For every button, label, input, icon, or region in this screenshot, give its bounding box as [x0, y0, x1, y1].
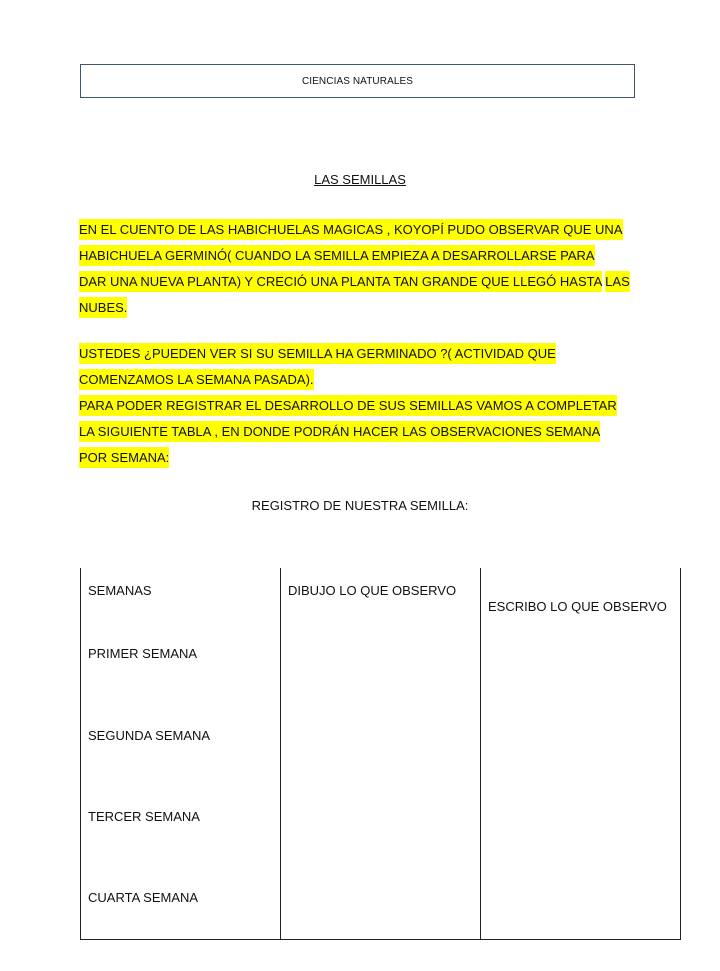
activity-line: PARA PODER REGISTRAR EL DESARROLLO DE SUS SEMILLAS VAMOS A COMPLETAR — [79, 393, 617, 419]
intro-line: DAR UNA NUEVA PLANTA) Y CRECIÓ UNA PLANTA TAN GRANDE QUE LLEGÓ HASTA LAS — [79, 269, 630, 295]
table-border-col1 — [280, 568, 281, 940]
page-title: LAS SEMILLAS — [314, 172, 406, 187]
table-border-col2 — [480, 568, 481, 940]
observation-table — [80, 568, 681, 940]
row-label-week-1: PRIMER SEMANA — [88, 646, 198, 661]
activity-paragraph — [79, 341, 617, 471]
intro-paragraph — [79, 217, 630, 321]
activity-line: LA SIGUIENTE TABLA , EN DONDE PODRÁN HACER LAS OBSERVACIONES SEMANA — [79, 419, 617, 445]
header-semanas: SEMANAS — [88, 583, 152, 598]
activity-line: POR SEMANA: — [79, 445, 617, 471]
header-dibujo: DIBUJO LO QUE OBSERVO — [288, 583, 457, 598]
activity-line: USTEDES ¿PUEDEN VER SI SU SEMILLA HA GERMINADO ?( ACTIVIDAD QUE — [79, 341, 617, 367]
intro-line: NUBES. — [79, 295, 630, 321]
row-label-week-2: SEGUNDA SEMANA — [88, 728, 211, 743]
table-border-left — [80, 568, 81, 940]
subject-label: CIENCIAS NATURALES — [301, 75, 414, 87]
table-title: REGISTRO DE NUESTRA SEMILLA: — [251, 498, 469, 513]
table-border-right — [680, 568, 681, 940]
header-escribo: ESCRIBO LO QUE OBSERVO — [488, 599, 667, 614]
intro-line: HABICHUELA GERMINÓ( CUANDO LA SEMILLA EMPIEZA A DESARROLLARSE PARA — [79, 243, 630, 269]
table-border-bottom — [80, 939, 681, 940]
row-label-week-3: TERCER SEMANA — [88, 809, 200, 824]
activity-line: COMENZAMOS LA SEMANA PASADA). — [79, 367, 617, 393]
intro-line: EN EL CUENTO DE LAS HABICHUELAS MAGICAS , KOYOPÍ PUDO OBSERVAR QUE UNA — [79, 217, 630, 243]
header-box — [80, 64, 635, 98]
row-label-week-4: CUARTA SEMANA — [88, 890, 199, 905]
